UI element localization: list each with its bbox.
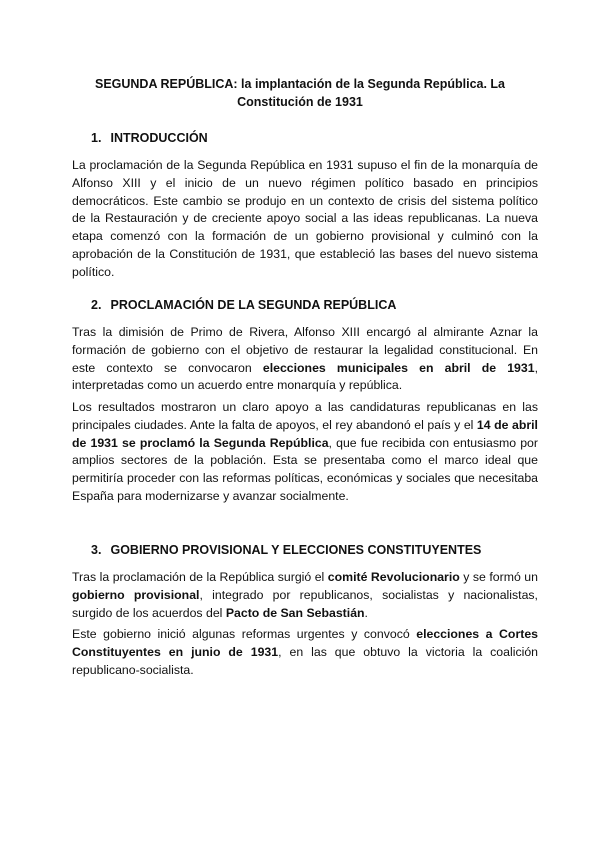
paragraph bbox=[72, 324, 538, 395]
section-title: INTRODUCCIÓN bbox=[110, 131, 208, 145]
text-run: Este gobierno inició algunas reformas urgentes y convocó bbox=[72, 627, 417, 641]
section-number: 2. bbox=[91, 298, 102, 312]
bold-text-run: Pacto de San Sebastián bbox=[225, 605, 365, 620]
section-number: 1. bbox=[91, 131, 102, 145]
section-title: GOBIERNO PROVISIONAL Y ELECCIONES CONSTITUYENTES bbox=[110, 543, 482, 557]
document-title: SEGUNDA REPÚBLICA: la implantación de la Segunda República. La Constitución de 1931 bbox=[94, 77, 506, 109]
bold-text-run: elecciones a Cortes Constituyentes en junio de 1931 bbox=[72, 627, 538, 659]
paragraph bbox=[72, 626, 538, 679]
text-run: , interpretadas como un acuerdo entre monarquía y república. bbox=[72, 360, 538, 393]
section-number: 3. bbox=[91, 543, 102, 557]
text-run: Tras la proclamación de la República surgió el bbox=[72, 570, 328, 584]
text-run: , que fue recibida con entusiasmo por amplios sectores de la población. Esta se presentaba como el marco ideal que permitiría proceder con las reformas políticas, económicas y sociales que necesitaba España para modernizarse y avanzar socialmente. bbox=[72, 435, 538, 503]
text-run: y se formó un bbox=[459, 570, 538, 584]
bold-text-run: gobierno provisional bbox=[72, 587, 200, 602]
paragraph bbox=[72, 157, 538, 282]
paragraph bbox=[72, 569, 538, 622]
section-heading-introduccion bbox=[91, 130, 208, 146]
text-run: . bbox=[364, 605, 368, 620]
section-heading-gobierno-provisional bbox=[91, 542, 481, 558]
section-heading-proclamacion bbox=[91, 297, 396, 313]
text-run: Tras la dimisión de Primo de Rivera, Alfonso XIII encargó al almirante Aznar la formación de gobierno con el objetivo de restaurar la legalidad constitucional. En este contexto se convocaron bbox=[72, 325, 538, 375]
section-title: PROCLAMACIÓN DE LA SEGUNDA REPÚBLICA bbox=[110, 298, 397, 312]
bold-text-run: 14 de abril de 1931 se proclamó la Segunda República bbox=[72, 417, 538, 450]
text-run: La proclamación de la Segunda República en 1931 supuso el fin de la monarquía de Alfonso XIII y el inicio de un nuevo régimen político basado en principios democráticos. Este cambio se produjo en un contexto de crisis del sistema político de la Restauración y de creciente apoyo social a las ideas republicanas. La nueva etapa comenzó con la formación de un gobierno provisional y culminó con la aprobación de la Constitución de 1931, que estableció las bases del nuevo sistema político. bbox=[72, 158, 538, 279]
text-run: , en las que obtuvo la victoria la coalición republicano-socialista. bbox=[72, 644, 538, 677]
bold-text-run: comité Revolucionario bbox=[327, 570, 460, 584]
text-run: , integrado por republicanos, socialistas y nacionalistas, surgido de los acuerdos del bbox=[72, 587, 538, 620]
bold-text-run: elecciones municipales en abril de 1931 bbox=[262, 360, 535, 375]
text-run: Los resultados mostraron un claro apoyo a las candidaturas republicanas en las principales ciudades. Ante la falta de apoyos, el rey abandonó el país y el bbox=[72, 400, 538, 432]
paragraph bbox=[72, 399, 538, 506]
